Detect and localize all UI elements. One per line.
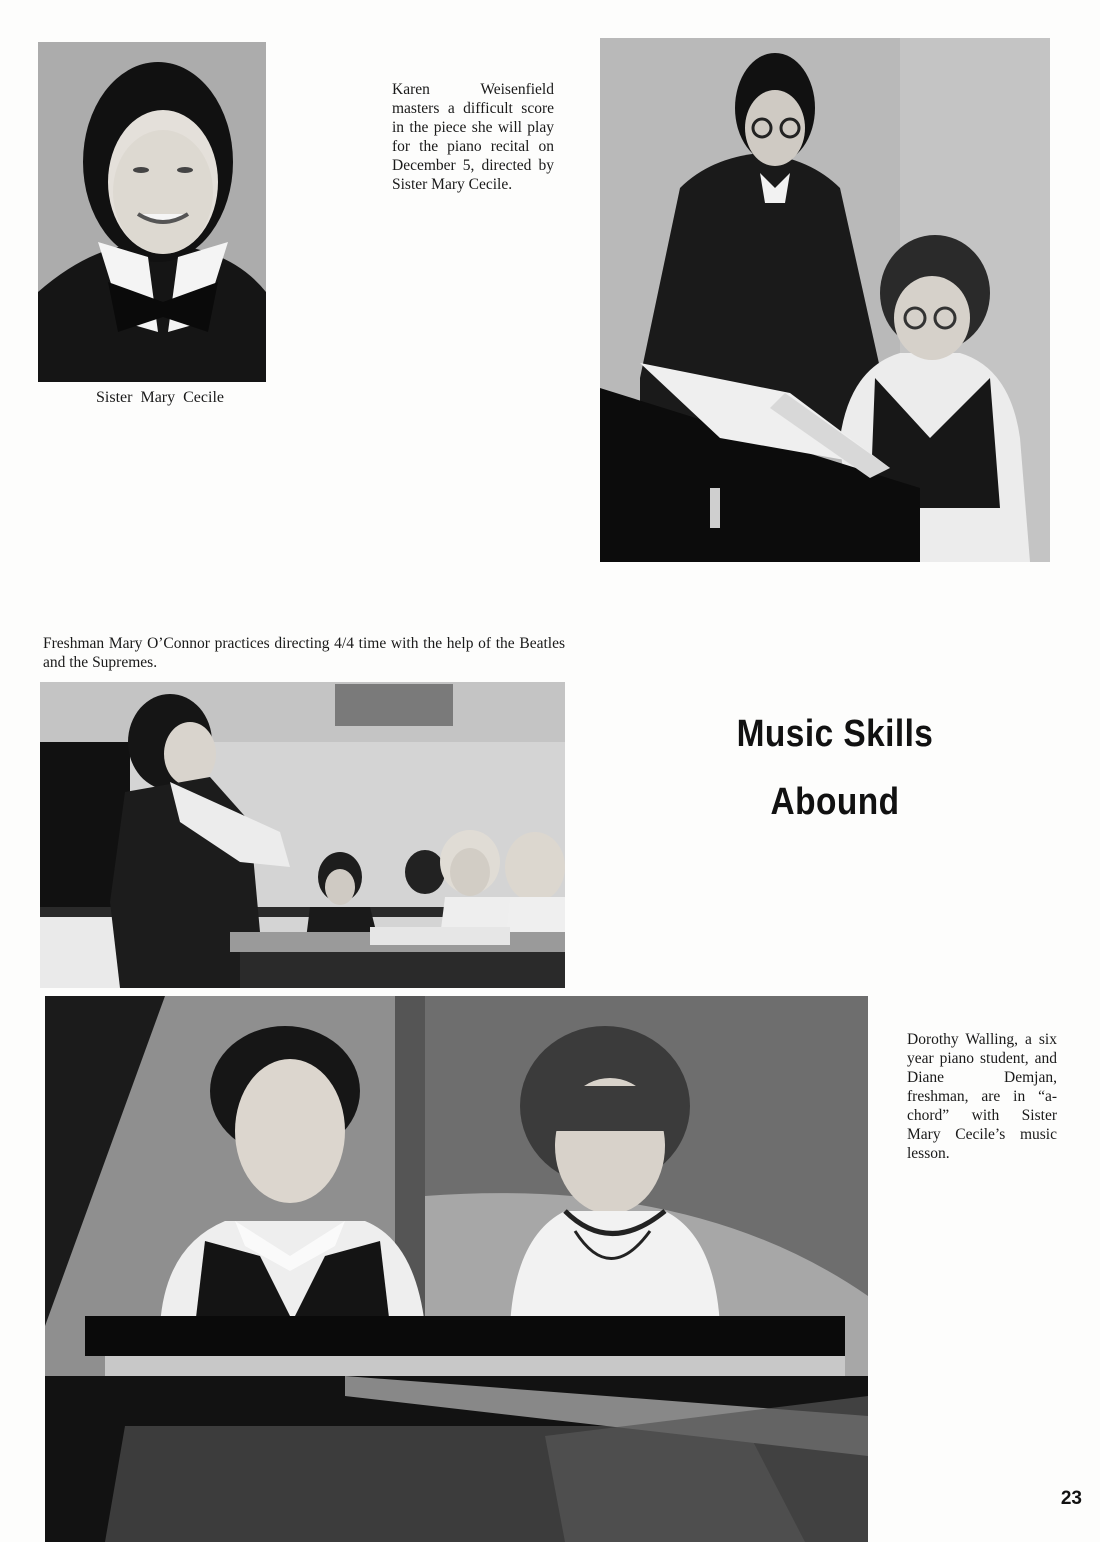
- freshman-caption: Freshman Mary O’Connor practices directing 4/4 time with the help of the Beatles and the Supremes.: [43, 635, 565, 671]
- conducting-class-photo: [40, 682, 565, 988]
- page-number: 23: [1060, 1488, 1082, 1509]
- headline: [716, 700, 954, 836]
- portrait-photo: [38, 42, 266, 382]
- karen-piano-photo: [600, 38, 1050, 562]
- headline-line-1: Music Skills: [736, 713, 934, 755]
- portrait-caption: Sister Mary Cecile: [96, 389, 224, 406]
- dorothy-caption: Dorothy Walling, a six year piano student, and Diane Demjan, freshman, are in “a-chord” with Sister Mary Cecile’s music lesson.: [907, 1031, 1057, 1162]
- headline-line-2: Abound: [770, 781, 900, 823]
- karen-caption: Karen Weisenfield masters a difficult score in the piece she will play for the piano recital on December 5, directed by Sister Mary Cecile.: [392, 81, 554, 193]
- piano-duo-photo: [45, 996, 868, 1542]
